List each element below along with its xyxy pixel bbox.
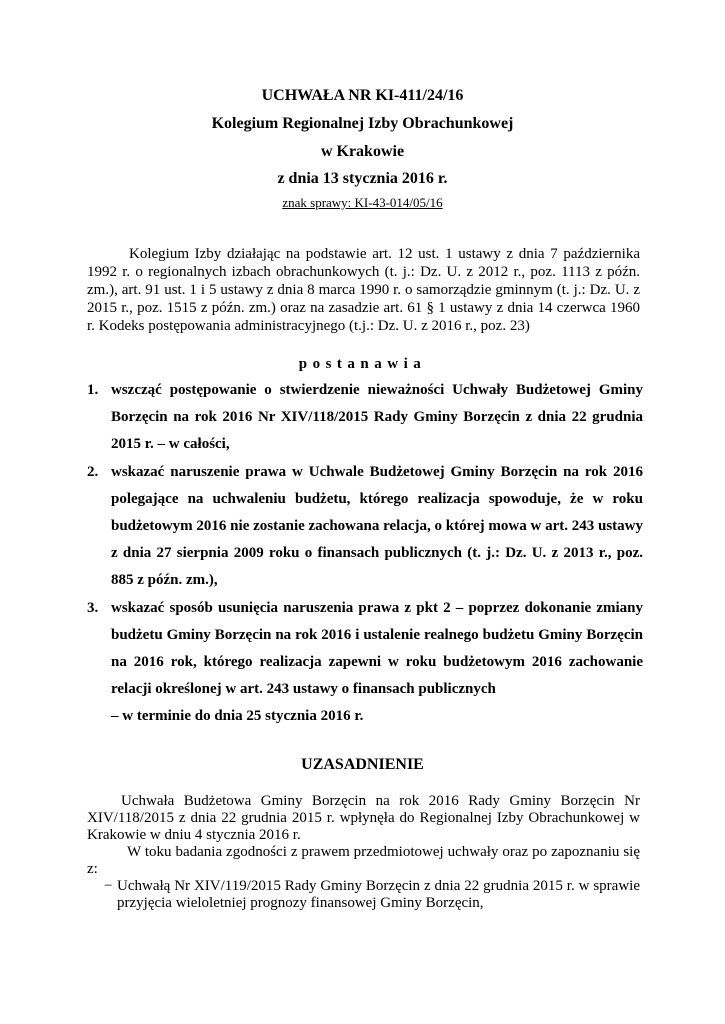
resolution-text: wszcząć postępowanie o stwierdzenie nieważności Uchwały Budżetowej Gminy Borzęcin na rok 2016 Nr XIV/118/2015 Rady Gminy Borzęcin z dnia 22 grudnia 2015 r. – w całości, bbox=[111, 382, 643, 453]
issuing-body: Kolegium Regionalnej Izby Obrachunkowej bbox=[211, 115, 514, 132]
list-item bbox=[87, 878, 640, 912]
issuing-place: w Krakowie bbox=[320, 143, 405, 160]
resolution-text: wskazać sposób usunięcia naruszenia prawa z pkt 2 – poprzez dokonanie zmiany budżetu Gminy Borzęcin na rok 2016 i ustalenie realnego budżetu Gminy Borzęcin na 2016 rok, którego realizacja zapewni w roku budżetowym 2016 zachowanie relacji określonej w art. 243 ustawy o finansach publicznych bbox=[111, 599, 643, 698]
resolution-number: 1. bbox=[87, 382, 99, 398]
case-reference: znak sprawy: KI-43-014/05/16 bbox=[282, 195, 443, 210]
resolution-item bbox=[87, 595, 643, 731]
resolution-deadline: – w terminie do dnia 25 stycznia 2016 r. bbox=[111, 708, 364, 725]
justification-paragraph-2: W toku badania zgodności z prawem przedmiotowej uchwały oraz po zapoznaniu się z: bbox=[87, 844, 640, 877]
resolution-item bbox=[87, 459, 643, 595]
preamble bbox=[87, 245, 640, 335]
decides-heading: postanawia bbox=[298, 356, 427, 372]
resolution-list bbox=[87, 377, 643, 731]
preamble-text: Kolegium Izby działając na podstawie art. 12 ust. 1 ustawy z dnia 7 października 1992 r. o regionalnych izbach obrachunkowych (t. j.: Dz. U. z 2012 r., poz. 1113 z późn. zm.), art. 91 ust. 1 i 5 ustawy z dnia 8 marca 1990 r. o samorządzie gminnym (t. j.: Dz. U. z 2015 r., poz. 1515 z późn. zm.) oraz na zasadzie art. 61 § 1 ustawy z dnia 14 czerwca 1960 r. Kodeks postępowania administracyjnego (t.j.: Dz. U. z 2016 r., poz. 23) bbox=[87, 246, 640, 334]
justification-paragraph-1: Uchwała Budżetowa Gminy Borzęcin na rok 2016 Rady Gminy Borzęcin Nr XIV/118/2015 z dnia 22 grudnia 2015 r. wpłynęła do Regionalnej Izby Obrachunkowej w Krakowie w dniu 4 stycznia 2016 r. bbox=[87, 793, 640, 843]
resolution-number: 2. bbox=[87, 463, 99, 480]
resolution-text: wskazać naruszenie prawa w Uchwale Budżetowej Gminy Borzęcin na rok 2016 polegające na uchwaleniu budżetu, którego realizacja spowoduje, że w roku budżetowym 2016 nie zostanie zachowana relacja, o której mowa w art. 243 ustawy z dnia 27 sierpnia 2009 roku o finansach publicznych (t. j.: Dz. U. z 2013 r., poz. 885 z późn. zm.), bbox=[111, 463, 643, 589]
resolution-number: 3. bbox=[87, 599, 99, 616]
resolution-title: UCHWAŁA NR KI-411/24/16 bbox=[261, 87, 464, 104]
resolution-item bbox=[87, 377, 643, 459]
dash-bullet: − bbox=[104, 878, 113, 894]
list-item-text: Uchwałą Nr XIV/119/2015 Rady Gminy Borzęcin z dnia 22 grudnia 2015 r. w sprawie przyjęcia wieloletniej prognozy finansowej Gminy Borzęcin, bbox=[117, 878, 640, 911]
justification-heading: UZASADNIENIE bbox=[301, 756, 424, 773]
justification-body bbox=[87, 793, 640, 912]
resolution-date: z dnia 13 stycznia 2016 r. bbox=[277, 170, 448, 187]
